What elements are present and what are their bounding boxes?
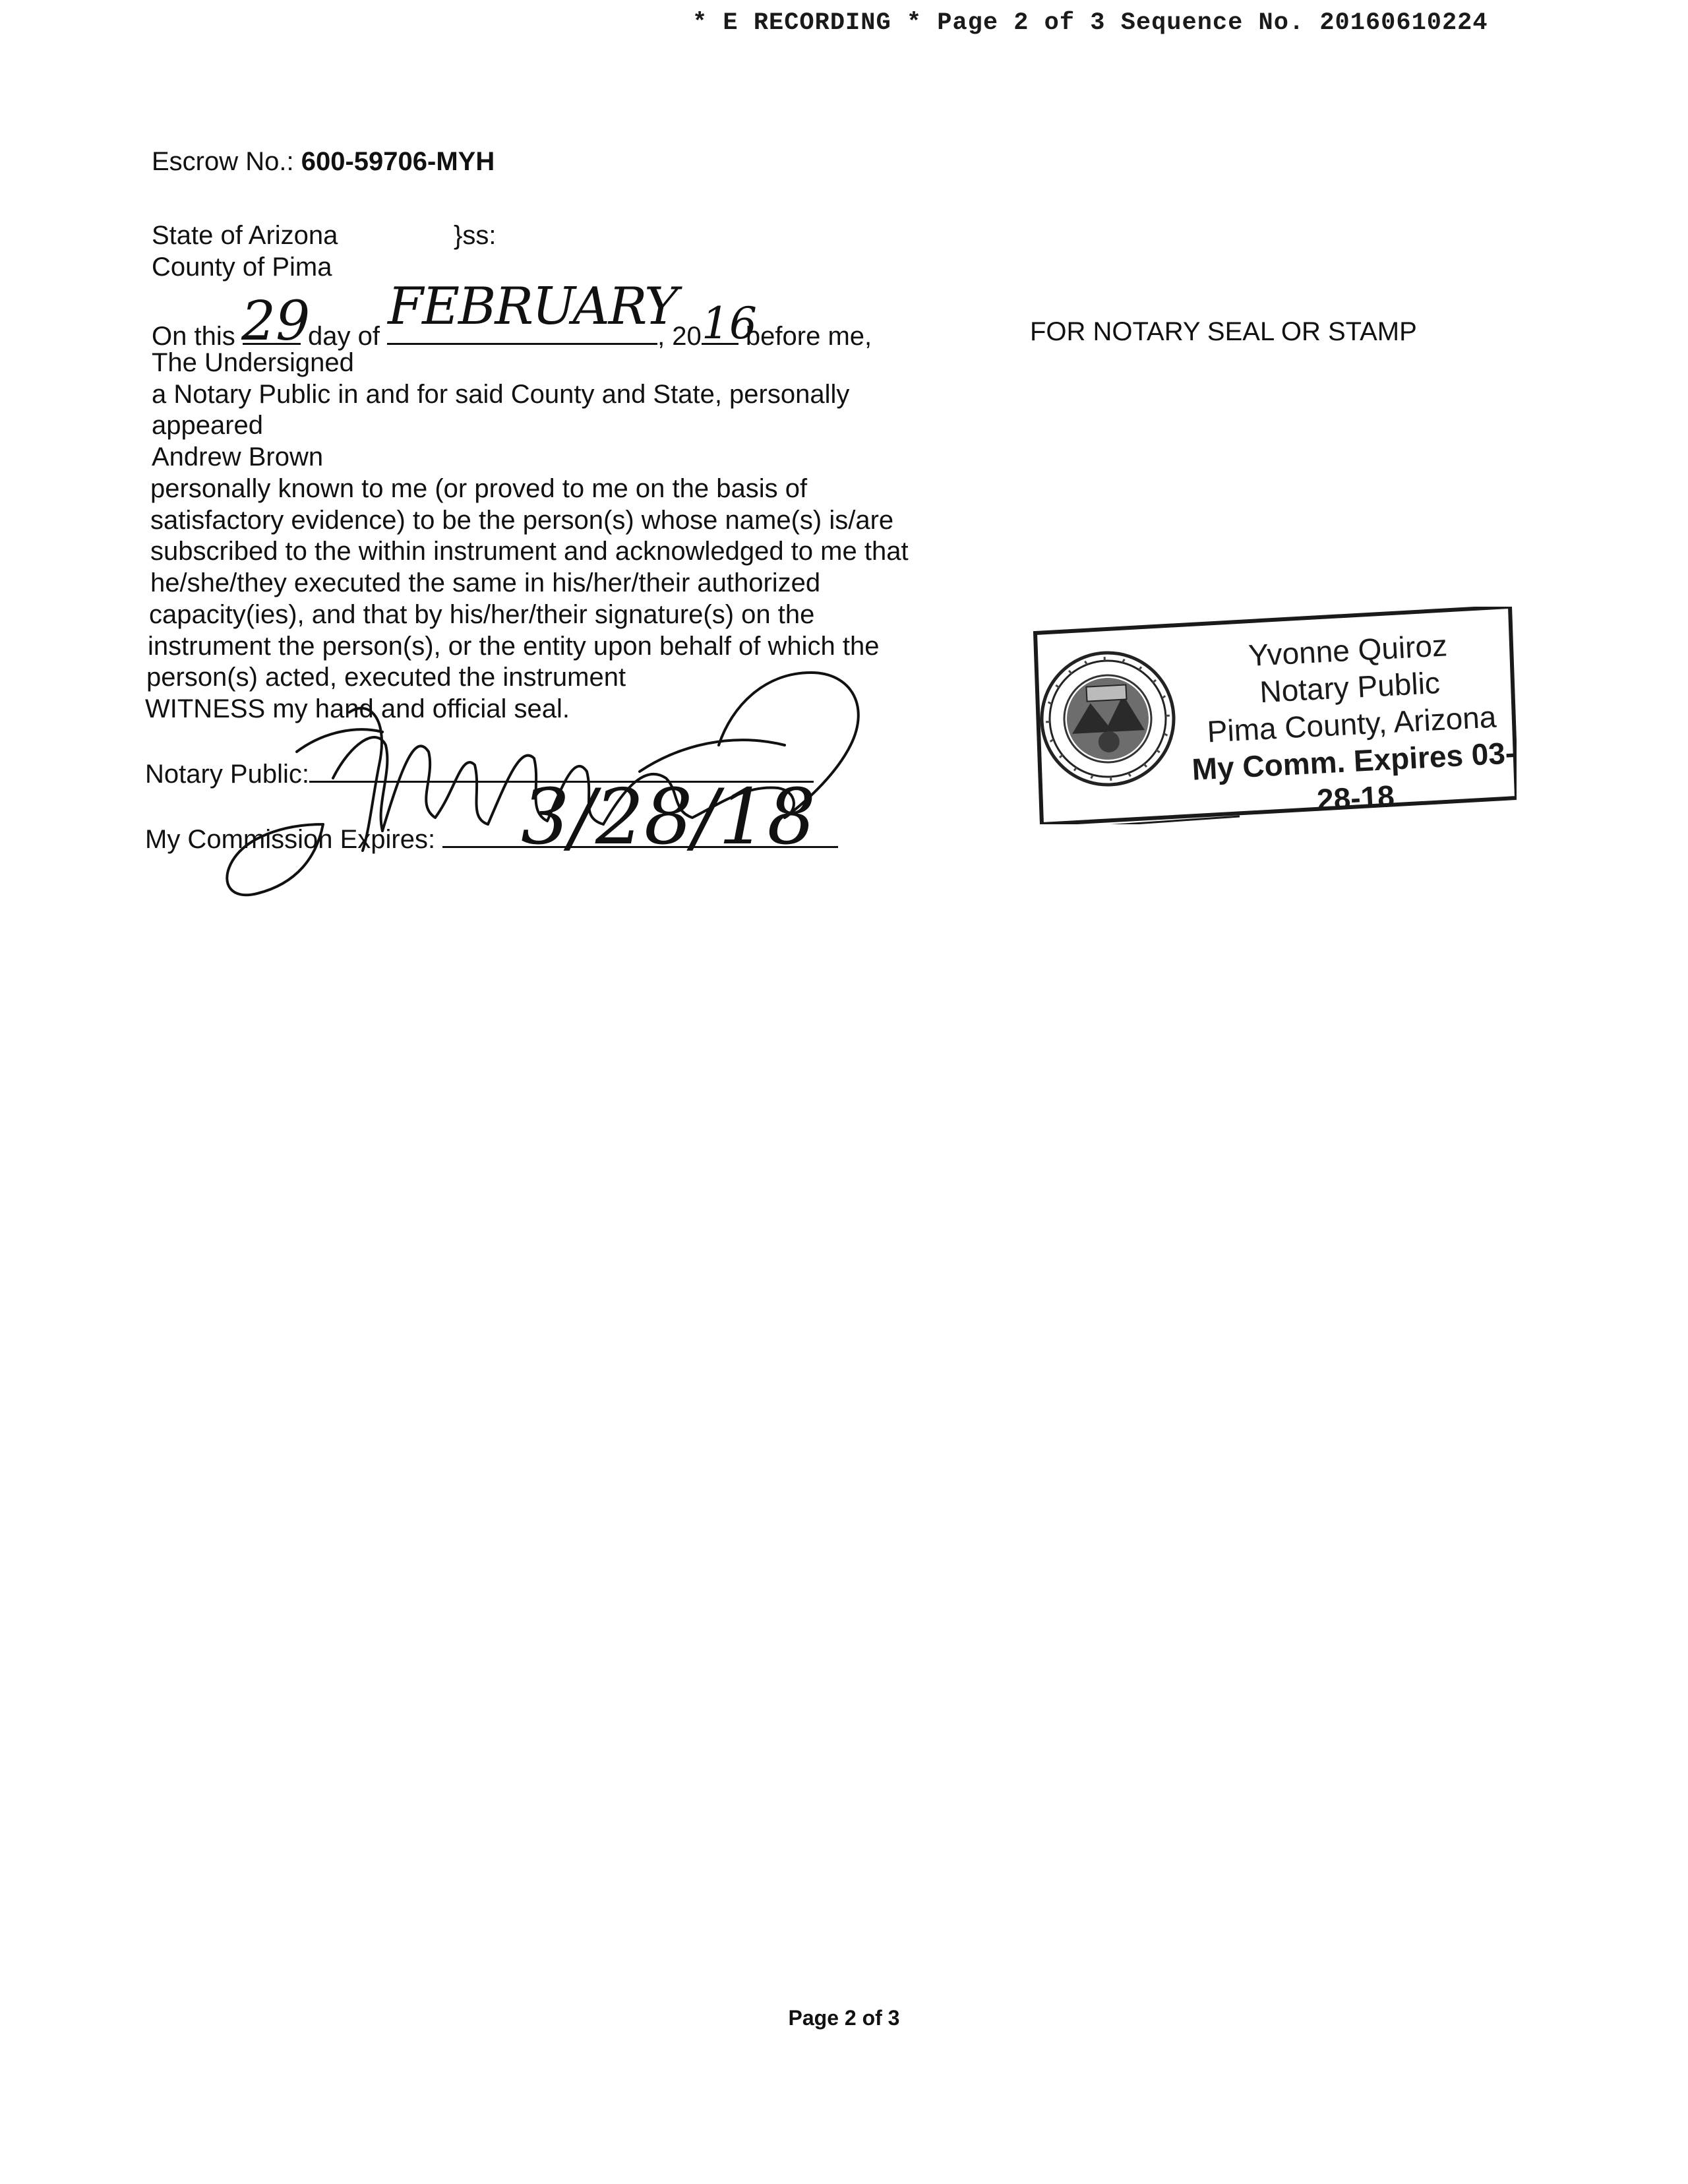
handwritten-day: 29 [241, 290, 311, 353]
notary-stamp-text [1176, 623, 1528, 826]
notary-public-label: Notary Public: [145, 760, 309, 789]
venue-county: County of Pima [152, 253, 332, 282]
arizona-seal-icon [1039, 650, 1177, 788]
line-3: subscribed to the within instrument and acknowledged to me that [150, 537, 909, 566]
day-of-label: day of [307, 322, 380, 351]
stamp-name: Yvonne Quiroz [1248, 628, 1449, 673]
line-2: satisfactory evidence) to be the person(s) whose name(s) is/are [150, 506, 894, 535]
handwritten-year: 16 [702, 298, 757, 349]
on-this-label: On this [152, 322, 235, 351]
line-7: person(s) acted, executed the instrument [146, 663, 626, 692]
line-4: he/she/they executed the same in his/her/their authorized [150, 568, 821, 597]
line-5: capacity(ies), and that by his/her/their signature(s) on the [149, 600, 815, 629]
line-notary-public: a Notary Public in and for said County and State, personally [152, 380, 850, 409]
venue-ss: }ss: [454, 221, 497, 250]
line-6: instrument the person(s), or the entity upon behalf of which the [148, 632, 880, 661]
page-footer: Page 2 of 3 [788, 2006, 900, 2030]
year-prefix-label: , 20 [657, 322, 702, 351]
line-name: Andrew Brown [152, 442, 324, 471]
line-witness: WITNESS my hand and official seal. [145, 694, 570, 723]
recording-header: * E RECORDING * Page 2 of 3 Sequence No. 20160610224 [692, 9, 1488, 37]
seal-area-label: FOR NOTARY SEAL OR STAMP [1030, 317, 1417, 346]
escrow-label: Escrow No.: [152, 147, 294, 176]
handwritten-expiry: 3/28/18 [521, 773, 816, 862]
before-me-label: before me, [745, 322, 872, 351]
line-1: personally known to me (or proved to me on the basis of [150, 474, 808, 503]
venue-state: State of Arizona [152, 221, 338, 250]
line-appeared: appeared [152, 411, 264, 440]
handwritten-month: FEBRUARY [388, 277, 677, 336]
commission-expires-label: My Commission Expires: [145, 825, 436, 854]
stamp-title: Notary Public [1259, 665, 1441, 710]
escrow-line [152, 146, 495, 177]
stamp-expires: My Comm. Expires 03-28-18 [1191, 735, 1517, 817]
notary-signature [218, 633, 890, 910]
stamp-county: Pima County, Arizona [1206, 699, 1497, 749]
line-undersigned: The Undersigned [152, 348, 354, 377]
escrow-number: 600-59706-MYH [301, 147, 495, 176]
